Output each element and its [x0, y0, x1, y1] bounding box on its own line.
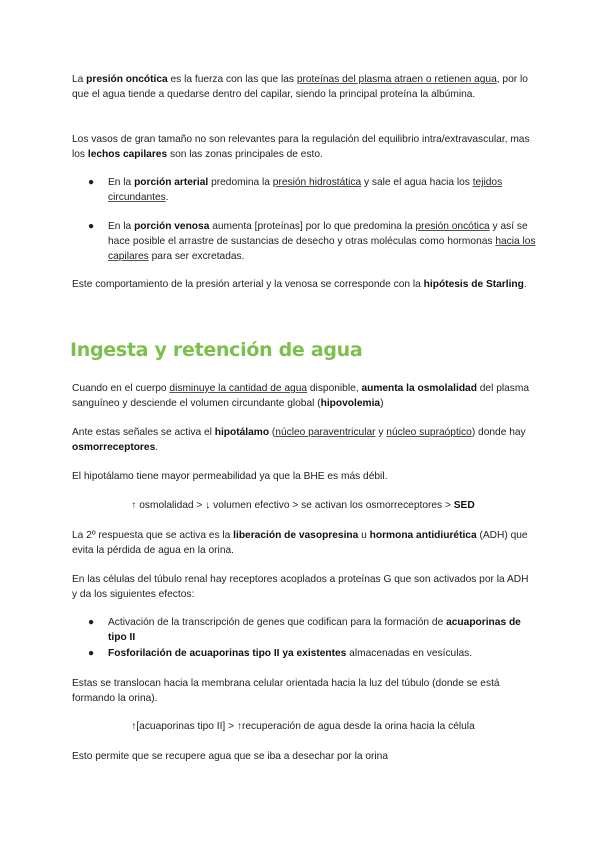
bold-term: Fosforilación de acuaporinas tipo II ya existentes	[108, 648, 347, 659]
section-heading: Ingesta y retención de agua	[70, 339, 363, 361]
text: Este comportamiento de la presión arterial y la venosa se corresponde con la	[72, 279, 424, 290]
formula-aquaporins: ↑[acuaporinas tipo II] > ↑recuperación de agua desde la orina hacia la célula	[131, 721, 475, 732]
text: son las zonas principales de esto.	[167, 149, 323, 160]
text: La 2º respuesta que se activa es la	[72, 530, 234, 541]
paragraph-vasopressin	[72, 528, 534, 558]
paragraph-water-decrease	[72, 381, 534, 411]
paragraph-vessels	[72, 132, 534, 162]
underlined-text: presión hidrostática	[272, 177, 362, 188]
bold-term: aumenta la osmolalidad	[361, 383, 477, 394]
list-item-phosphorylation	[108, 646, 538, 661]
paragraph-bhe: El hipotálamo tiene mayor permeabilidad ya que la BHE es más débil.	[72, 471, 388, 482]
paragraph-oncotic-pressure	[72, 72, 534, 102]
underlined-text: presión oncótica	[415, 221, 490, 232]
text: .	[523, 279, 527, 290]
paragraph-conclusion: Esto permite que se recupere agua que se iba a desechar por la orina	[72, 751, 389, 762]
underlined-text: disminuye la cantidad de agua	[169, 383, 308, 394]
text: almacenadas en vesículas.	[346, 648, 473, 659]
text: ) donde hay	[471, 427, 526, 438]
bold-term: acuaporinas de tipo II	[108, 617, 521, 643]
bold-term: SED	[453, 500, 475, 511]
paragraph-translocation: Estas se translocan hacia la membrana celular orientada hacia la luz del túbulo (donde se está formando la orina).	[72, 678, 500, 704]
text: (	[269, 427, 276, 438]
text: .	[155, 442, 159, 453]
text: )	[380, 398, 384, 409]
bullet-icon: ●	[88, 221, 95, 232]
text: disponible,	[307, 383, 362, 394]
bold-term: hormona antidiurética	[369, 530, 477, 541]
text: En la	[108, 177, 135, 188]
underlined-text: núcleo paraventricular	[275, 427, 376, 438]
bold-term: hipovolemia	[320, 398, 381, 409]
text: y así se hace posible el arrastre de sustancias de desecho y otras moléculas como hormonas	[108, 221, 528, 247]
text: Activación de la transcripción de genes que codifican para la formación de	[108, 617, 447, 628]
text: es la fuerza con las que las	[167, 74, 297, 85]
paragraph-starling	[72, 277, 534, 292]
text: La	[72, 74, 87, 85]
list-item-transcription	[108, 615, 538, 645]
text: u	[358, 530, 370, 541]
text: , por lo que el agua tiende a quedarse dentro del capilar, siendo la principal proteína la albúmina.	[72, 74, 528, 100]
underlined-text: tejidos circundantes	[108, 177, 503, 203]
bold-term: porción arterial	[134, 177, 209, 188]
bold-term: hipotálamo	[214, 427, 270, 438]
list-item-venous	[108, 219, 538, 264]
text: Ante estas señales se activa el	[72, 427, 215, 438]
text: Los vasos de gran tamaño no son relevantes para la regulación del equilibrio intra/extravascular, mas los	[72, 134, 530, 160]
bullet-icon: ●	[88, 177, 95, 188]
list-item-arterial	[108, 175, 538, 205]
text: En la	[108, 221, 135, 232]
bold-term: lechos capilares	[87, 149, 168, 160]
bullet-icon: ●	[88, 648, 95, 659]
text: aumenta [proteínas] por lo que predomina la	[209, 221, 416, 232]
text: ↑ osmolalidad > ↓ volumen efectivo > se activan los osmorreceptores >	[131, 500, 454, 511]
bold-term: liberación de vasopresina	[233, 530, 359, 541]
bold-term: porción venosa	[134, 221, 210, 232]
underlined-text: proteínas del plasma atraen o retienen agua	[296, 74, 497, 85]
text: predomina la	[208, 177, 273, 188]
text: para ser excretadas.	[148, 251, 245, 262]
paragraph-renal-cells: En las células del túbulo renal hay receptores acoplados a proteínas G que son activados por la ADH y da los siguientes efectos:	[72, 574, 529, 600]
paragraph-hypothalamus	[72, 425, 534, 455]
bold-term: osmorreceptores	[72, 442, 156, 453]
underlined-text: núcleo supraóptico	[386, 427, 472, 438]
formula-thirst	[72, 498, 534, 513]
text: (ADH) que evita la pérdida de agua en la orina.	[72, 530, 528, 556]
bold-term: hipótesis de Starling	[423, 279, 524, 290]
bold-term: presión oncótica	[86, 74, 168, 85]
bullet-icon: ●	[88, 617, 95, 628]
text: y	[375, 427, 387, 438]
text: Cuando en el cuerpo	[72, 383, 170, 394]
text: .	[165, 192, 169, 203]
underlined-text: hacia los capilares	[108, 236, 536, 262]
text: del plasma sanguíneo y desciende el volumen circundante global (	[72, 383, 530, 409]
text: y sale el agua hacia los	[361, 177, 473, 188]
